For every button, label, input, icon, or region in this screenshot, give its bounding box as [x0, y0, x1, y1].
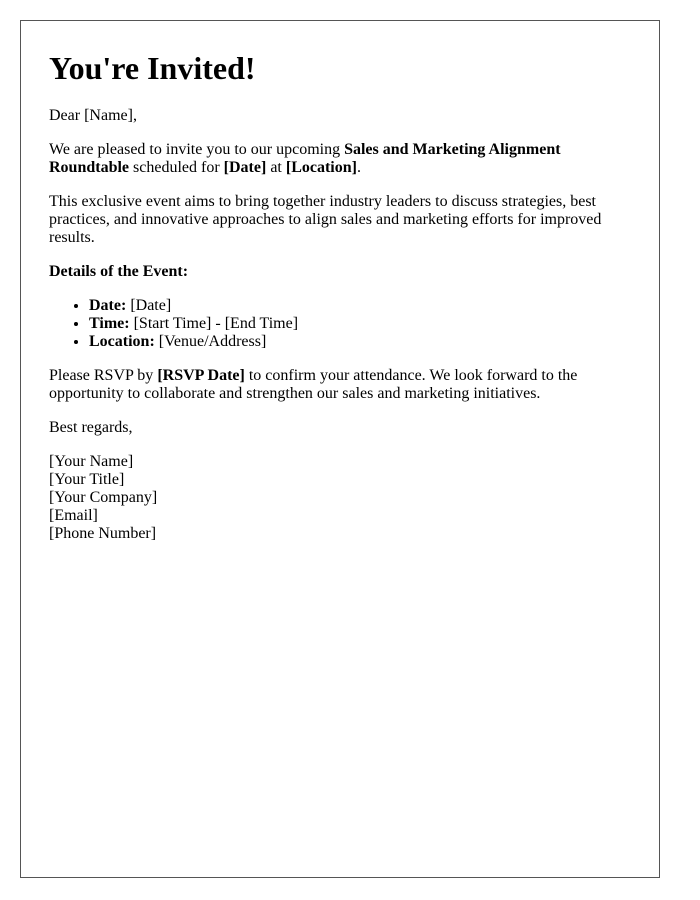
- intro-text-4: .: [356, 159, 361, 176]
- intro-location: [Location]: [285, 159, 357, 176]
- salutation: Dear [Name],: [49, 107, 137, 124]
- rsvp-text-2: to confirm your attendance. We look forward to the opportunity to collaborate and strengthen our sales and marketing initiatives.: [49, 367, 578, 402]
- intro-date: [Date]: [223, 159, 267, 176]
- rsvp-paragraph: [49, 367, 631, 403]
- signature-name: [Your Name]: [49, 453, 134, 470]
- signature-email: [Email]: [49, 507, 98, 524]
- rsvp-text-1: Please RSVP by: [49, 367, 158, 384]
- detail-item-location: [89, 333, 631, 351]
- rsvp-date: [RSVP Date]: [157, 367, 245, 384]
- signature-company: [Your Company]: [49, 489, 158, 506]
- detail-label: Date:: [89, 297, 127, 314]
- detail-label: Location:: [89, 333, 155, 350]
- closing: Best regards,: [49, 419, 133, 436]
- detail-label: Time:: [89, 315, 130, 332]
- detail-item-time: [89, 315, 631, 333]
- invitation-letter: [20, 20, 660, 878]
- event-name: Sales and Marketing Alignment Roundtable: [49, 141, 561, 176]
- detail-item-date: [89, 297, 631, 315]
- signature-phone: [Phone Number]: [49, 525, 157, 542]
- letter-heading: You're Invited!: [49, 50, 256, 86]
- body-paragraph: This exclusive event aims to bring together industry leaders to discuss strategies, best practices, and innovative approaches to align sales and marketing efforts for improved results.: [49, 193, 602, 246]
- intro-text-1: We are pleased to invite you to our upcoming: [49, 141, 345, 158]
- detail-value: [Venue/Address]: [154, 333, 267, 350]
- intro-paragraph: [49, 141, 631, 177]
- signature-block: [49, 453, 631, 543]
- detail-value: [Date]: [126, 297, 172, 314]
- detail-value: [Start Time] - [End Time]: [129, 315, 299, 332]
- signature-title: [Your Title]: [49, 471, 125, 488]
- details-heading: [49, 263, 631, 281]
- intro-text-3: at: [266, 159, 286, 176]
- intro-text-2: scheduled for: [129, 159, 224, 176]
- details-list: [49, 297, 631, 351]
- details-heading-text: Details of the Event:: [49, 263, 189, 280]
